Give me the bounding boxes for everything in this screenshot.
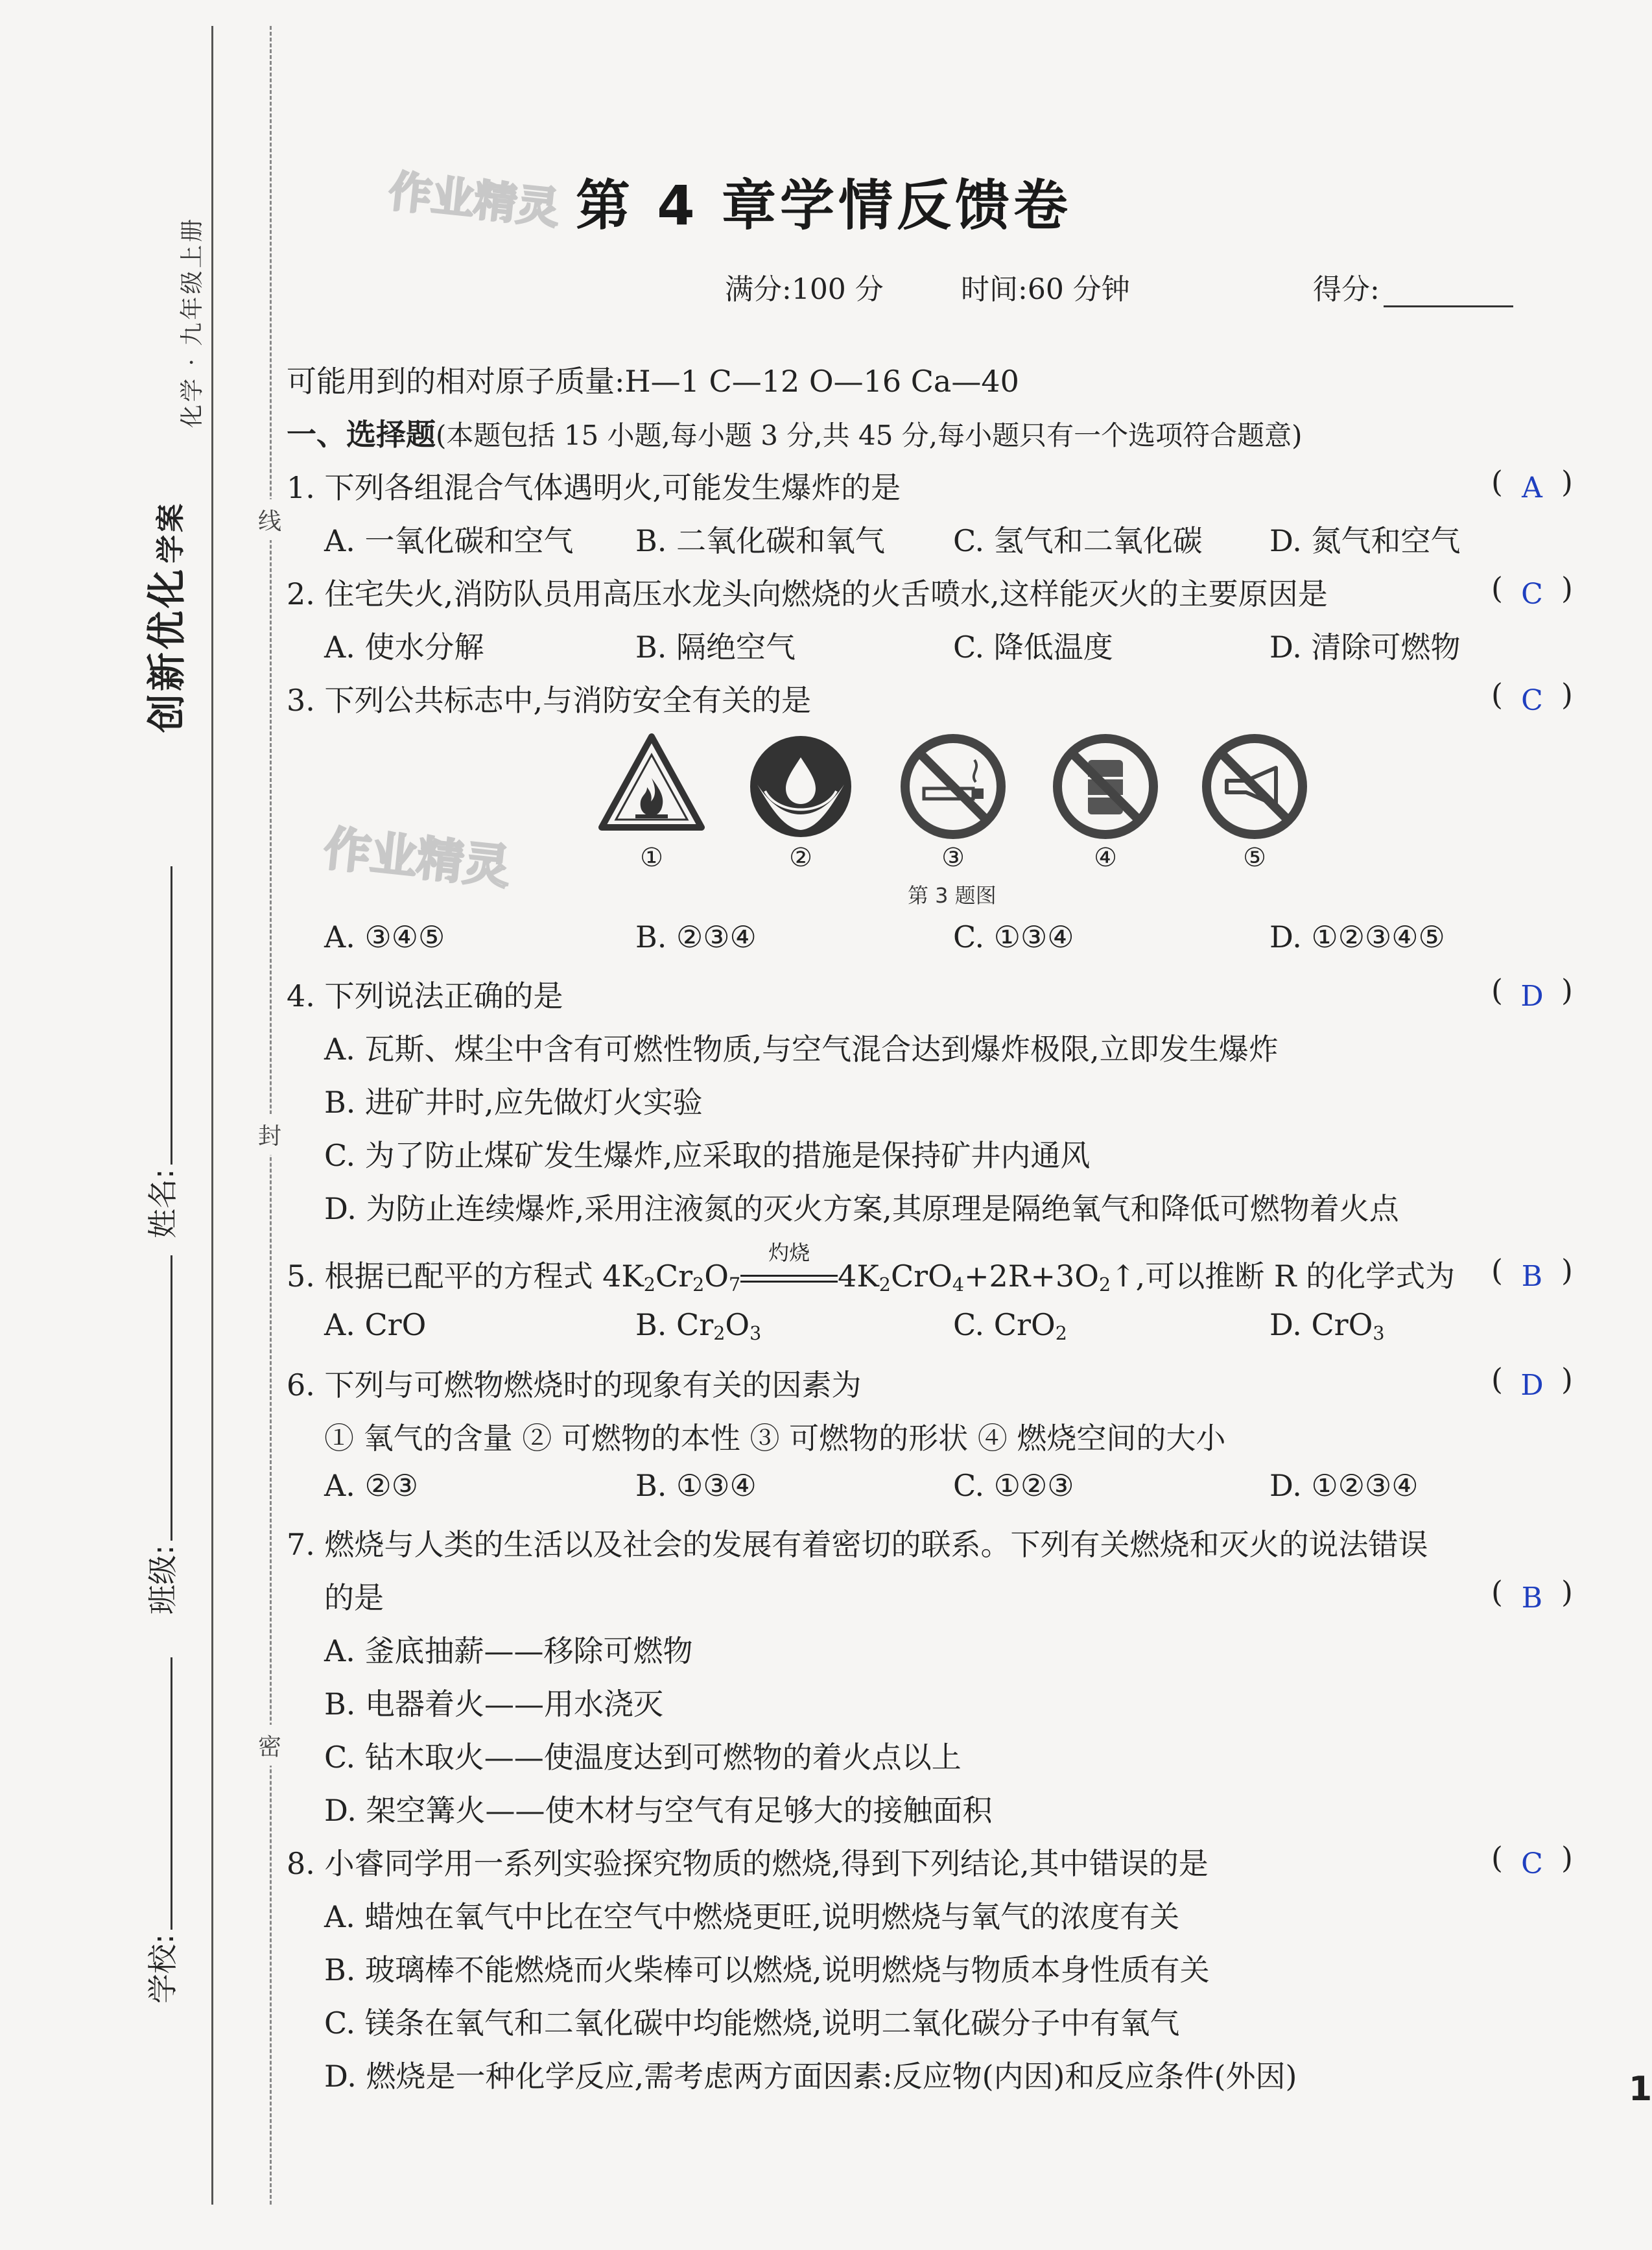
q8-option-b: B. 玻璃棒不能燃烧而火柴棒可以燃烧,说明燃烧与物质本身性质有关 <box>324 1952 1210 1987</box>
q7-option-d: D. 架空篝火——使木材与空气有足够大的接触面积 <box>324 1793 993 1828</box>
brand-logo: 创新优化 <box>145 567 190 733</box>
q2-stem: 2. 住宅失火,消防队员用高压水龙头向燃烧的火舌喷水,这样能灭火的主要原因是 <box>287 576 1328 611</box>
q8-answer-box: ( C ) <box>1491 1840 1573 1880</box>
q5-condition-label: 灼烧 <box>768 1240 810 1265</box>
q8-option-c: C. 镁条在氧气和二氧化碳中均能燃烧,说明二氧化碳分子中有氧气 <box>324 2006 1180 2041</box>
q6-option-a: A. ②③ <box>324 1468 418 1503</box>
q1-answer-box: ( A ) <box>1491 464 1573 504</box>
seal-feng-mark: 封 <box>258 1114 281 1155</box>
q2-option-d: D. 清除可燃物 <box>1269 630 1461 665</box>
q4-option-d: D. 为防止连续爆炸,采用注液氮的灭火方案,其原理是隔绝氧气和降低可燃物着火点 <box>324 1191 1399 1226</box>
q3-stem: 3. 下列公共标志中,与消防安全有关的是 <box>287 683 812 718</box>
time-limit: 时间:60 分钟 <box>961 273 1130 306</box>
book-subtitle: 化学 · 九年级上册 <box>179 216 206 428</box>
q2-option-c: C. 降低温度 <box>953 630 1113 665</box>
q8-stem: 8. 小睿同学用一系列实验探究物质的燃烧,得到下列结论,其中错误的是 <box>287 1846 1209 1881</box>
q5-option-d: D. CrO$_3$ <box>1269 1307 1385 1345</box>
sign-number-3: ③ <box>941 843 965 873</box>
q5-option-a: A. CrO <box>324 1307 427 1342</box>
q5-stem-suffix: ,可以推断 R 的化学式为 <box>1135 1259 1456 1294</box>
score-field <box>1313 266 1513 307</box>
flammable-warning-icon <box>596 731 707 835</box>
q5-reaction-condition <box>740 1240 838 1294</box>
q4-option-b: B. 进矿井时,应先做灯火实验 <box>324 1085 703 1120</box>
q8-answer: C <box>1521 1847 1543 1880</box>
name-field <box>139 867 182 1239</box>
q6-factors: ① 氧气的含量 ② 可燃物的本性 ③ 可燃物的形状 ④ 燃烧空间的大小 <box>324 1421 1226 1456</box>
no-horn-icon <box>1199 731 1310 842</box>
q1-option-d: D. 氮气和空气 <box>1269 523 1461 558</box>
atomic-masses: 可能用到的相对原子质量:H—1 C—12 O—16 Ca—40 <box>287 364 1019 399</box>
no-flammables-icon <box>1050 731 1161 842</box>
seal-line-mark: 线 <box>258 499 281 540</box>
q4-stem: 4. 下列说法正确的是 <box>287 978 563 1013</box>
q6-option-c: C. ①②③ <box>953 1468 1074 1503</box>
school-label: 学校: <box>145 1934 180 2004</box>
q4-answer-box: ( D ) <box>1491 973 1573 1013</box>
q5-stem-prefix: 5. 根据已配平的方程式 4K <box>287 1259 644 1294</box>
class-blank <box>168 1256 172 1541</box>
seal-mi-mark: 密 <box>258 1725 281 1766</box>
sign-number-4: ④ <box>1094 843 1117 873</box>
q7-option-b: B. 电器着火——用水浇灭 <box>324 1687 664 1722</box>
q4-option-a: A. 瓦斯、煤尘中含有可燃性物质,与空气混合达到爆炸极限,立即发生爆炸 <box>324 1032 1279 1067</box>
q1-answer: A <box>1522 471 1542 504</box>
brand-block <box>136 501 192 733</box>
q2-option-b: B. 隔绝空气 <box>635 630 796 665</box>
q3-option-d: D. ①②③④⑤ <box>1269 919 1445 954</box>
brand-suffix: 学案 <box>154 501 187 563</box>
q1-option-c: C. 氢气和二氧化碳 <box>953 523 1203 558</box>
no-smoking-icon <box>898 731 1008 842</box>
q5-answer-box: ( B ) <box>1491 1253 1573 1293</box>
sign-number-5: ⑤ <box>1243 843 1266 873</box>
q6-stem: 6. 下列与可燃物燃烧时的现象有关的因素为 <box>287 1368 862 1403</box>
q1-option-a: A. 一氧化碳和空气 <box>324 523 574 558</box>
q6-option-d: D. ①②③④ <box>1269 1468 1419 1503</box>
score-label: 得分: <box>1313 273 1380 306</box>
q8-option-d: D. 燃烧是一种化学反应,需考虑两方面因素:反应物(内因)和反应条件(外因) <box>324 2059 1297 2094</box>
q3-answer-box: ( C ) <box>1491 677 1573 717</box>
q2-answer: C <box>1521 578 1543 611</box>
binding-solid-line <box>211 26 213 2205</box>
sign-number-2: ② <box>789 843 812 873</box>
q7-option-c: C. 钻木取火——使温度达到可燃物的着火点以上 <box>324 1740 962 1775</box>
watermark-top: 作业精灵 <box>386 166 562 234</box>
q7-stem-continued: 的是 <box>324 1580 384 1615</box>
class-label: 班级: <box>145 1545 180 1615</box>
sign-number-1: ① <box>640 843 663 873</box>
q2-answer-box: ( C ) <box>1491 571 1573 611</box>
q3-option-b: B. ②③④ <box>635 919 757 954</box>
page-title: 第 4 章学情反馈卷 <box>576 174 1072 237</box>
page-number: 1 <box>1629 2070 1652 2109</box>
q7-answer: B <box>1521 1581 1543 1615</box>
school-field <box>139 1658 182 2004</box>
q1-option-b: B. 二氧化碳和氧气 <box>635 523 886 558</box>
q8-option-a: A. 蜡烛在氧气中比在空气中燃烧更旺,说明燃烧与氧气的浓度有关 <box>324 1899 1180 1934</box>
section-note: (本题包括 15 小题,每小题 3 分,共 45 分,每小题只有一个选项符合题意) <box>436 420 1303 451</box>
water-saving-icon <box>746 731 856 842</box>
q2-option-a: A. 使水分解 <box>324 630 484 665</box>
q3-option-a: A. ③④⑤ <box>324 919 445 954</box>
q6-answer-box: ( D ) <box>1491 1362 1573 1402</box>
q6-option-b: B. ①③④ <box>635 1468 757 1503</box>
q5-stem: 5. 根据已配平的方程式 $4K_2Cr_2O_7$ 灼烧 $4K_2CrO_4+2R+3O_2↑$,可以推断 R 的化学式为 <box>287 1253 1455 1296</box>
q7-stem: 7. 燃烧与人类的生活以及社会的发展有着密切的联系。下列有关燃烧和灭火的说法错误 <box>287 1527 1428 1562</box>
name-label: 姓名: <box>145 1168 180 1238</box>
name-blank <box>168 867 172 1165</box>
q7-answer-box: ( B ) <box>1491 1574 1573 1615</box>
school-blank <box>168 1658 172 1930</box>
q3-answer: C <box>1521 684 1543 717</box>
section-heading <box>287 411 1303 454</box>
section-title: 一、选择题 <box>287 417 436 452</box>
q4-answer: D <box>1520 980 1544 1013</box>
q3-option-c: C. ①③④ <box>953 919 1074 954</box>
class-field <box>139 1256 182 1615</box>
q6-answer: D <box>1520 1369 1544 1402</box>
watermark-middle: 作业精灵 <box>321 821 513 895</box>
q5-answer: B <box>1521 1260 1543 1293</box>
q5-option-c: C. CrO$_2$ <box>953 1307 1067 1345</box>
q4-option-c: C. 为了防止煤矿发生爆炸,应采取的措施是保持矿井内通风 <box>324 1138 1091 1173</box>
q1-stem: 1. 下列各组混合气体遇明火,可能发生爆炸的是 <box>287 470 901 505</box>
q5-option-b: B. $Cr_2O_3$ <box>635 1307 762 1345</box>
score-blank <box>1384 279 1513 307</box>
full-score: 满分:100 分 <box>725 273 884 306</box>
q3-figure-caption: 第 3 题图 <box>908 883 997 908</box>
q7-option-a: A. 釜底抽薪——移除可燃物 <box>324 1633 693 1668</box>
